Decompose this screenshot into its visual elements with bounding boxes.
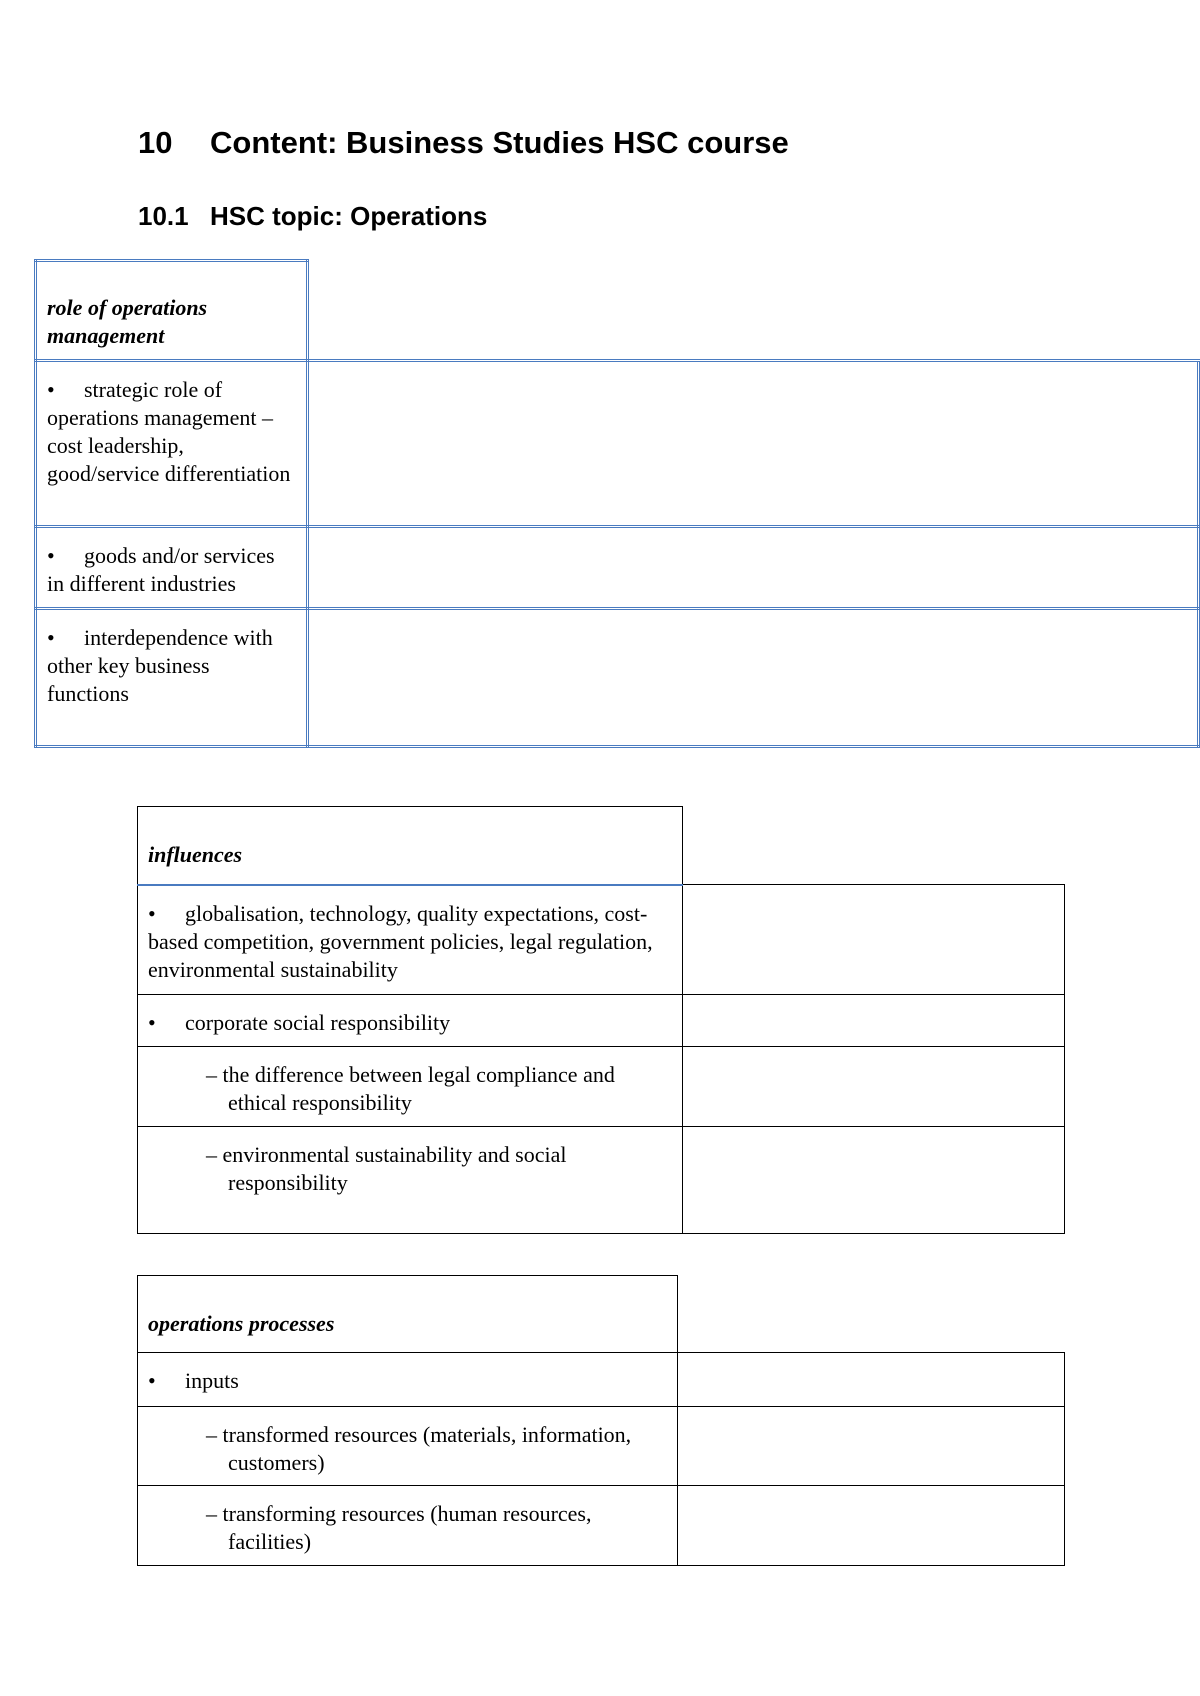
- table-cell: [36, 527, 308, 609]
- section-heading: [138, 125, 789, 161]
- table-row: [138, 1127, 1065, 1234]
- table-cell: [138, 1486, 678, 1566]
- blank-cell: [307, 261, 1198, 361]
- blank-cell: [307, 527, 1198, 609]
- row-text: interdependence with other key business functions: [47, 625, 273, 706]
- table-role-of-operations-management: [34, 259, 1200, 748]
- table-operations-processes: [137, 1275, 1065, 1566]
- row-text: globalisation, technology, quality expectations, cost-based competition, government policies, legal regulation, environmental sustainability: [148, 900, 653, 982]
- table-header-row: [138, 807, 1065, 885]
- table-header-cell: operations processes: [138, 1276, 678, 1353]
- blank-cell: [683, 995, 1065, 1047]
- table-row: [36, 361, 1199, 527]
- bullet-icon: •: [148, 900, 156, 926]
- blank-cell: [678, 1353, 1065, 1407]
- subsection-heading: [138, 201, 487, 232]
- sub-point-text: – environmental sustainability and social responsibility: [206, 1142, 567, 1195]
- bullet-icon: •: [47, 377, 55, 402]
- blank-cell: [683, 1047, 1065, 1127]
- table-influences: [137, 806, 1065, 1234]
- table-cell: [36, 361, 308, 527]
- blank-cell: [683, 1127, 1065, 1234]
- sub-point-text: – transforming resources (human resources, facilities): [206, 1501, 592, 1554]
- blank-cell: [683, 807, 1065, 885]
- bullet-icon: •: [47, 625, 55, 650]
- sub-point-text: – transformed resources (materials, information, customers): [206, 1422, 632, 1475]
- table-row: [138, 1353, 1065, 1407]
- blank-cell: [678, 1276, 1065, 1353]
- table-header-cell: influences: [138, 807, 683, 885]
- row-text: corporate social responsibility: [185, 1010, 451, 1035]
- table-header-row: [138, 1276, 1065, 1353]
- table-header-cell: role of operations management: [36, 261, 308, 361]
- table-header-row: [36, 261, 1199, 361]
- row-text: inputs: [185, 1368, 239, 1393]
- table-cell: [138, 995, 683, 1047]
- bullet-icon: •: [47, 543, 55, 568]
- table-cell: [138, 1353, 678, 1407]
- table-cell: [138, 1047, 683, 1127]
- bullet-icon: •: [148, 1368, 156, 1393]
- row-text: goods and/or services in different industries: [47, 543, 275, 596]
- table-row: [36, 609, 1199, 747]
- table-row: [138, 995, 1065, 1047]
- section-number: 10: [138, 125, 173, 160]
- table-cell: [138, 1407, 678, 1486]
- blank-cell: [678, 1407, 1065, 1486]
- row-text: strategic role of operations management – cost leadership, good/service differentiation: [47, 377, 291, 486]
- bullet-icon: •: [148, 1010, 156, 1035]
- blank-cell: [683, 885, 1065, 995]
- table-cell: [138, 885, 683, 995]
- subsection-number: 10.1: [138, 201, 189, 231]
- table-row: [138, 1407, 1065, 1486]
- sub-point-text: – the difference between legal compliance and ethical responsibility: [206, 1062, 615, 1115]
- table-cell: [138, 1127, 683, 1234]
- table-row: [36, 527, 1199, 609]
- subsection-title: HSC topic: Operations: [210, 201, 488, 231]
- blank-cell: [307, 609, 1198, 747]
- section-title: Content: Business Studies HSC course: [210, 125, 789, 160]
- table-row: [138, 1047, 1065, 1127]
- blank-cell: [678, 1486, 1065, 1566]
- table-cell: [36, 609, 308, 747]
- table-row: [138, 885, 1065, 995]
- table-row: [138, 1486, 1065, 1566]
- blank-cell: [307, 361, 1198, 527]
